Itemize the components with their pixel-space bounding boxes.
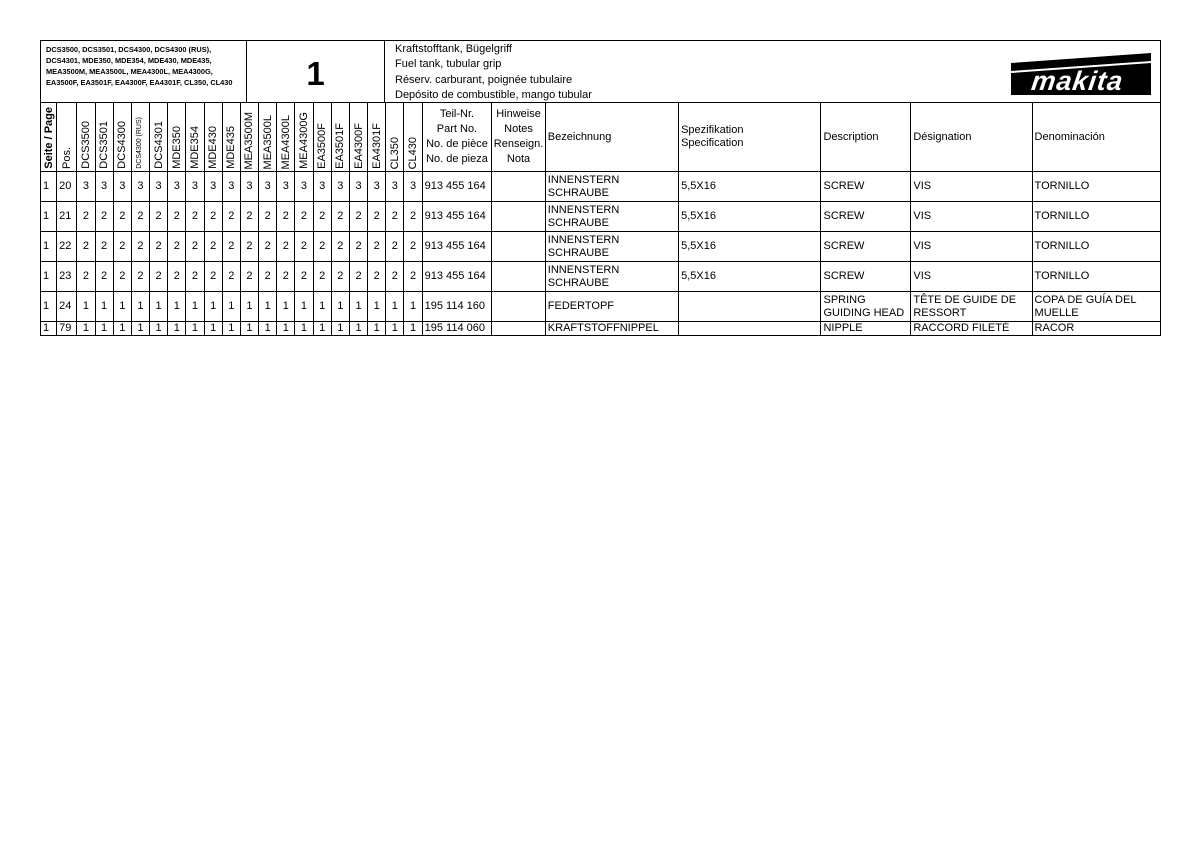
cell-bezeichnung-line: SCHRAUBE bbox=[547, 186, 609, 199]
cell-qty: 1 bbox=[259, 322, 277, 336]
cell-page: 1 bbox=[41, 172, 57, 202]
cell-qty: 2 bbox=[95, 232, 113, 262]
cell-designation-line: RESSORT bbox=[913, 306, 967, 319]
cell-bezeichnung bbox=[545, 202, 678, 232]
cell-qty: 1 bbox=[277, 292, 295, 322]
cell-description-line: SCREW bbox=[823, 180, 865, 192]
col-part-no-line: Teil-Nr. bbox=[439, 108, 475, 120]
col-model-cl350-label: CL350 bbox=[388, 136, 401, 169]
cell-designation bbox=[911, 202, 1032, 232]
table-row bbox=[41, 292, 1161, 322]
col-part-no bbox=[422, 103, 492, 172]
col-model-mea4300g bbox=[295, 103, 313, 172]
cell-qty: 2 bbox=[222, 232, 240, 262]
cell-qty: 3 bbox=[77, 172, 95, 202]
cell-page: 1 bbox=[41, 292, 57, 322]
cell-pos: 24 bbox=[57, 292, 77, 322]
cell-qty: 1 bbox=[240, 292, 258, 322]
cell-notes bbox=[492, 202, 546, 232]
cell-qty: 2 bbox=[240, 232, 258, 262]
cell-page: 1 bbox=[41, 322, 57, 336]
cell-qty: 2 bbox=[368, 262, 386, 292]
title-es: Depósito de combustible, mango tubular bbox=[395, 89, 592, 102]
sheet-header bbox=[40, 40, 1161, 103]
cell-part-no: 195 114 160 bbox=[422, 292, 492, 322]
cell-denominacion bbox=[1032, 202, 1160, 232]
cell-qty: 2 bbox=[240, 202, 258, 232]
cell-qty: 1 bbox=[168, 292, 186, 322]
cell-qty: 2 bbox=[259, 232, 277, 262]
col-model-dcs4301-label: DCS4301 bbox=[152, 121, 165, 169]
col-model-ea4301f bbox=[368, 103, 386, 172]
cell-qty: 2 bbox=[150, 232, 168, 262]
cell-qty: 2 bbox=[77, 202, 95, 232]
cell-pos: 22 bbox=[57, 232, 77, 262]
cell-qty: 2 bbox=[131, 232, 149, 262]
cell-part-no: 913 455 164 bbox=[422, 202, 492, 232]
cell-bezeichnung-line: SCHRAUBE bbox=[547, 246, 609, 259]
cell-qty: 1 bbox=[313, 292, 331, 322]
cell-qty: 3 bbox=[204, 172, 222, 202]
cell-pos: 20 bbox=[57, 172, 77, 202]
cell-qty: 3 bbox=[95, 172, 113, 202]
cell-qty: 2 bbox=[168, 202, 186, 232]
cell-spec: 5,5X16 bbox=[679, 232, 821, 262]
cell-qty: 2 bbox=[331, 232, 349, 262]
col-model-mde350 bbox=[168, 103, 186, 172]
cell-designation-line: VIS bbox=[913, 240, 932, 252]
cell-part-no: 913 455 164 bbox=[422, 262, 492, 292]
col-model-mde430-label: MDE430 bbox=[207, 126, 220, 169]
col-spezifikation-line: Spezifikation bbox=[681, 124, 744, 136]
cell-qty: 2 bbox=[186, 232, 204, 262]
col-pos-label: Pos. bbox=[60, 146, 73, 169]
cell-part-no: 913 455 164 bbox=[422, 232, 492, 262]
col-model-cl350 bbox=[386, 103, 404, 172]
col-part-no-line: No. de pieza bbox=[426, 153, 488, 165]
cell-qty: 3 bbox=[168, 172, 186, 202]
cell-qty: 2 bbox=[77, 232, 95, 262]
cell-pos: 21 bbox=[57, 202, 77, 232]
cell-denominacion-line: TORNILLO bbox=[1034, 240, 1090, 252]
title-fr: Réserv. carburant, poignée tubulaire bbox=[395, 73, 573, 86]
cell-qty: 2 bbox=[349, 202, 367, 232]
cell-denominacion bbox=[1032, 172, 1160, 202]
cell-bezeichnung-line: SCHRAUBE bbox=[547, 276, 609, 289]
col-model-ea4300f bbox=[349, 103, 367, 172]
cell-qty: 1 bbox=[295, 322, 313, 336]
cell-description-line: GUIDING HEAD bbox=[823, 306, 905, 319]
cell-qty: 2 bbox=[131, 202, 149, 232]
cell-notes bbox=[492, 322, 546, 336]
cell-qty: 1 bbox=[331, 322, 349, 336]
cell-notes bbox=[492, 232, 546, 262]
cell-qty: 2 bbox=[113, 202, 131, 232]
cell-qty: 2 bbox=[368, 232, 386, 262]
cell-designation bbox=[911, 262, 1032, 292]
cell-qty: 2 bbox=[77, 262, 95, 292]
cell-qty: 2 bbox=[295, 262, 313, 292]
cell-qty: 3 bbox=[131, 172, 149, 202]
cell-qty: 2 bbox=[386, 202, 404, 232]
cell-spec: 5,5X16 bbox=[679, 262, 821, 292]
cell-qty: 1 bbox=[113, 322, 131, 336]
col-model-mea3500m-label: MEA3500M bbox=[243, 111, 256, 169]
cell-bezeichnung bbox=[545, 292, 678, 322]
cell-qty: 1 bbox=[386, 292, 404, 322]
cell-qty: 2 bbox=[349, 232, 367, 262]
cell-qty: 3 bbox=[186, 172, 204, 202]
cell-qty: 2 bbox=[404, 202, 422, 232]
col-page-label: Seite / Page bbox=[42, 107, 55, 169]
cell-description bbox=[821, 202, 911, 232]
cell-description bbox=[821, 322, 911, 336]
col-denominacion: Denominación bbox=[1032, 103, 1160, 172]
col-description: Description bbox=[821, 103, 911, 172]
cell-description bbox=[821, 232, 911, 262]
col-notes-line: Hinweise bbox=[496, 108, 541, 120]
cell-qty: 2 bbox=[259, 262, 277, 292]
col-bezeichnung: Bezeichnung bbox=[545, 103, 678, 172]
col-model-dcs3501-label: DCS3501 bbox=[98, 121, 111, 169]
col-model-ea3501f bbox=[331, 103, 349, 172]
model-list: DCS3500, DCS3501, DCS4300, DCS4300 (RUS), DCS4301, MDE350, MDE354, MDE430, MDE435, MEA3500M, MEA3500L, MEA4300L, MEA4300G, EA3500F, EA3501F, EA4300F, EA4301F, CL350, CL430 bbox=[41, 41, 247, 102]
cell-qty: 3 bbox=[113, 172, 131, 202]
cell-qty: 2 bbox=[240, 262, 258, 292]
col-model-cl430 bbox=[404, 103, 422, 172]
cell-bezeichnung-line: FEDERTOPF bbox=[547, 300, 615, 312]
cell-bezeichnung-line: INNENSTERN bbox=[547, 203, 620, 216]
cell-qty: 1 bbox=[295, 292, 313, 322]
cell-qty: 1 bbox=[150, 322, 168, 336]
cell-qty: 3 bbox=[150, 172, 168, 202]
cell-part-no: 913 455 164 bbox=[422, 172, 492, 202]
col-model-mea3500l-label: MEA3500L bbox=[261, 114, 274, 169]
col-model-mde354-label: MDE354 bbox=[188, 126, 201, 169]
col-model-ea4300f-label: EA4300F bbox=[352, 123, 365, 169]
cell-qty: 2 bbox=[295, 202, 313, 232]
cell-denominacion bbox=[1032, 262, 1160, 292]
col-model-ea3501f-label: EA3501F bbox=[334, 123, 347, 169]
cell-qty: 3 bbox=[404, 172, 422, 202]
cell-qty: 2 bbox=[349, 262, 367, 292]
cell-denominacion-line: TORNILLO bbox=[1034, 180, 1090, 192]
col-model-dcs3500-label: DCS3500 bbox=[79, 121, 92, 169]
col-model-dcs4300 bbox=[113, 103, 131, 172]
cell-qty: 1 bbox=[240, 322, 258, 336]
cell-designation bbox=[911, 172, 1032, 202]
cell-bezeichnung-line: INNENSTERN bbox=[547, 233, 620, 246]
cell-qty: 3 bbox=[240, 172, 258, 202]
cell-designation bbox=[911, 322, 1032, 336]
col-designation: Désignation bbox=[911, 103, 1032, 172]
cell-qty: 2 bbox=[204, 262, 222, 292]
cell-qty: 3 bbox=[349, 172, 367, 202]
cell-qty: 2 bbox=[277, 232, 295, 262]
cell-qty: 1 bbox=[150, 292, 168, 322]
cell-qty: 3 bbox=[222, 172, 240, 202]
cell-page: 1 bbox=[41, 202, 57, 232]
cell-denominacion-line: RACOR bbox=[1034, 322, 1075, 334]
cell-qty: 2 bbox=[404, 262, 422, 292]
cell-qty: 2 bbox=[204, 202, 222, 232]
cell-qty: 2 bbox=[113, 232, 131, 262]
col-model-mea4300g-label: MEA4300G bbox=[297, 112, 310, 169]
col-notes-line: Nota bbox=[506, 153, 531, 165]
cell-qty: 2 bbox=[168, 232, 186, 262]
cell-notes bbox=[492, 262, 546, 292]
cell-bezeichnung-line: INNENSTERN bbox=[547, 173, 620, 186]
cell-qty: 1 bbox=[313, 322, 331, 336]
cell-bezeichnung-line: SCHRAUBE bbox=[547, 216, 609, 229]
col-part-no-line: No. de pièce bbox=[426, 138, 488, 150]
col-model-mde350-label: MDE350 bbox=[170, 126, 183, 169]
col-model-dcs4300-label: DCS4300 bbox=[116, 121, 129, 169]
col-model-mea3500l bbox=[259, 103, 277, 172]
parts-table bbox=[40, 102, 1161, 336]
title-de: Kraftstofftank, Bügelgriff bbox=[395, 43, 512, 55]
cell-qty: 2 bbox=[295, 232, 313, 262]
cell-qty: 2 bbox=[204, 232, 222, 262]
logo-wordmark: makita bbox=[1029, 65, 1126, 96]
col-model-dcs3501 bbox=[95, 103, 113, 172]
cell-qty: 2 bbox=[277, 202, 295, 232]
col-model-dcs4300-rus- bbox=[131, 103, 149, 172]
table-row bbox=[41, 232, 1161, 262]
title-en: Fuel tank, tubular grip bbox=[395, 58, 502, 71]
cell-qty: 1 bbox=[386, 322, 404, 336]
cell-bezeichnung-line: KRAFTSTOFFNIPPEL bbox=[547, 322, 659, 334]
cell-page: 1 bbox=[41, 232, 57, 262]
cell-qty: 2 bbox=[386, 232, 404, 262]
col-model-dcs3500 bbox=[77, 103, 95, 172]
cell-qty: 3 bbox=[295, 172, 313, 202]
cell-qty: 1 bbox=[222, 292, 240, 322]
cell-bezeichnung bbox=[545, 172, 678, 202]
cell-page: 1 bbox=[41, 262, 57, 292]
cell-qty: 2 bbox=[168, 262, 186, 292]
cell-qty: 1 bbox=[113, 292, 131, 322]
cell-qty: 3 bbox=[277, 172, 295, 202]
cell-qty: 1 bbox=[77, 322, 95, 336]
cell-qty: 2 bbox=[313, 262, 331, 292]
cell-qty: 1 bbox=[131, 322, 149, 336]
col-model-mde435-label: MDE435 bbox=[225, 126, 238, 169]
cell-qty: 3 bbox=[259, 172, 277, 202]
cell-designation-line: VIS bbox=[913, 180, 932, 192]
col-page bbox=[41, 103, 57, 172]
cell-qty: 3 bbox=[313, 172, 331, 202]
cell-qty: 1 bbox=[204, 322, 222, 336]
cell-description bbox=[821, 292, 911, 322]
assembly-titles bbox=[385, 41, 1160, 102]
cell-qty: 1 bbox=[222, 322, 240, 336]
col-notes-line: Notes bbox=[504, 123, 533, 135]
col-notes-line: Renseign. bbox=[493, 138, 544, 150]
cell-qty: 3 bbox=[368, 172, 386, 202]
cell-qty: 2 bbox=[95, 262, 113, 292]
col-model-ea4301f-label: EA4301F bbox=[370, 123, 383, 169]
cell-qty: 2 bbox=[404, 232, 422, 262]
cell-qty: 2 bbox=[313, 202, 331, 232]
col-model-cl430-label: CL430 bbox=[407, 136, 420, 169]
col-model-mea3500m bbox=[240, 103, 258, 172]
cell-designation-line: VIS bbox=[913, 210, 932, 222]
table-row bbox=[41, 262, 1161, 292]
cell-qty: 1 bbox=[349, 322, 367, 336]
col-model-ea3500f bbox=[313, 103, 331, 172]
col-model-ea3500f-label: EA3500F bbox=[316, 123, 329, 169]
cell-spec bbox=[679, 322, 821, 336]
table-header-row bbox=[41, 103, 1161, 172]
cell-qty: 2 bbox=[95, 202, 113, 232]
cell-spec: 5,5X16 bbox=[679, 172, 821, 202]
cell-qty: 2 bbox=[186, 202, 204, 232]
cell-qty: 2 bbox=[386, 262, 404, 292]
parts-sheet bbox=[40, 40, 1161, 336]
col-part-no-line: Part No. bbox=[436, 123, 478, 135]
cell-designation-line: VIS bbox=[913, 270, 932, 282]
col-model-dcs4300-rus--label: DCS4300 (RUS) bbox=[136, 117, 144, 169]
cell-qty: 1 bbox=[168, 322, 186, 336]
cell-denominacion-line: MUELLE bbox=[1034, 306, 1079, 319]
cell-designation bbox=[911, 292, 1032, 322]
table-row bbox=[41, 322, 1161, 336]
cell-qty: 2 bbox=[186, 262, 204, 292]
cell-qty: 1 bbox=[186, 292, 204, 322]
cell-description bbox=[821, 262, 911, 292]
cell-part-no: 195 114 060 bbox=[422, 322, 492, 336]
makita-logo bbox=[1009, 49, 1155, 97]
cell-designation-line: TÊTE DE GUIDE DE bbox=[913, 293, 1017, 306]
cell-qty: 2 bbox=[259, 202, 277, 232]
figure-number: 1 bbox=[247, 41, 385, 102]
cell-denominacion bbox=[1032, 322, 1160, 336]
cell-qty: 1 bbox=[95, 322, 113, 336]
cell-qty: 1 bbox=[259, 292, 277, 322]
cell-qty: 1 bbox=[404, 292, 422, 322]
table-row bbox=[41, 172, 1161, 202]
cell-qty: 2 bbox=[277, 262, 295, 292]
cell-qty: 2 bbox=[113, 262, 131, 292]
cell-description-line: SCREW bbox=[823, 210, 865, 222]
cell-qty: 2 bbox=[331, 262, 349, 292]
cell-qty: 2 bbox=[222, 202, 240, 232]
cell-notes bbox=[492, 172, 546, 202]
cell-qty: 1 bbox=[186, 322, 204, 336]
cell-qty: 2 bbox=[150, 262, 168, 292]
col-model-mde435 bbox=[222, 103, 240, 172]
col-spezifikation-line: Specification bbox=[681, 137, 744, 149]
cell-description-line: NIPPLE bbox=[823, 322, 863, 334]
cell-bezeichnung bbox=[545, 262, 678, 292]
cell-description-line: SCREW bbox=[823, 270, 865, 282]
cell-denominacion bbox=[1032, 292, 1160, 322]
cell-spec bbox=[679, 292, 821, 322]
cell-qty: 2 bbox=[313, 232, 331, 262]
cell-qty: 2 bbox=[131, 262, 149, 292]
cell-qty: 1 bbox=[368, 322, 386, 336]
col-model-mde430 bbox=[204, 103, 222, 172]
cell-denominacion bbox=[1032, 232, 1160, 262]
table-row bbox=[41, 202, 1161, 232]
table-body bbox=[41, 172, 1161, 336]
cell-qty: 3 bbox=[386, 172, 404, 202]
cell-bezeichnung bbox=[545, 232, 678, 262]
cell-qty: 2 bbox=[331, 202, 349, 232]
cell-bezeichnung bbox=[545, 322, 678, 336]
cell-designation-line: RACCORD FILETÉ bbox=[913, 322, 1010, 334]
cell-qty: 1 bbox=[349, 292, 367, 322]
cell-qty: 1 bbox=[204, 292, 222, 322]
cell-denominacion-line: COPA DE GUÍA DEL bbox=[1034, 293, 1137, 306]
cell-pos: 23 bbox=[57, 262, 77, 292]
cell-qty: 2 bbox=[368, 202, 386, 232]
cell-bezeichnung-line: INNENSTERN bbox=[547, 263, 620, 276]
col-model-mea4300l-label: MEA4300L bbox=[279, 114, 292, 169]
col-spezifikation bbox=[679, 103, 821, 172]
cell-description-line: SPRING bbox=[823, 293, 866, 306]
cell-qty: 1 bbox=[95, 292, 113, 322]
cell-qty: 1 bbox=[404, 322, 422, 336]
cell-denominacion-line: TORNILLO bbox=[1034, 270, 1090, 282]
cell-designation bbox=[911, 232, 1032, 262]
cell-qty: 2 bbox=[150, 202, 168, 232]
cell-qty: 1 bbox=[77, 292, 95, 322]
cell-description bbox=[821, 172, 911, 202]
col-model-mde354 bbox=[186, 103, 204, 172]
cell-qty: 1 bbox=[277, 322, 295, 336]
col-pos bbox=[57, 103, 77, 172]
col-model-dcs4301 bbox=[150, 103, 168, 172]
cell-qty: 3 bbox=[331, 172, 349, 202]
cell-qty: 1 bbox=[331, 292, 349, 322]
cell-qty: 1 bbox=[131, 292, 149, 322]
cell-denominacion-line: TORNILLO bbox=[1034, 210, 1090, 222]
cell-qty: 2 bbox=[222, 262, 240, 292]
cell-description-line: SCREW bbox=[823, 240, 865, 252]
cell-qty: 1 bbox=[368, 292, 386, 322]
col-model-mea4300l bbox=[277, 103, 295, 172]
svg-text:®: ® bbox=[1145, 57, 1149, 63]
cell-spec: 5,5X16 bbox=[679, 202, 821, 232]
col-notes bbox=[492, 103, 546, 172]
cell-notes bbox=[492, 292, 546, 322]
cell-pos: 79 bbox=[57, 322, 77, 336]
